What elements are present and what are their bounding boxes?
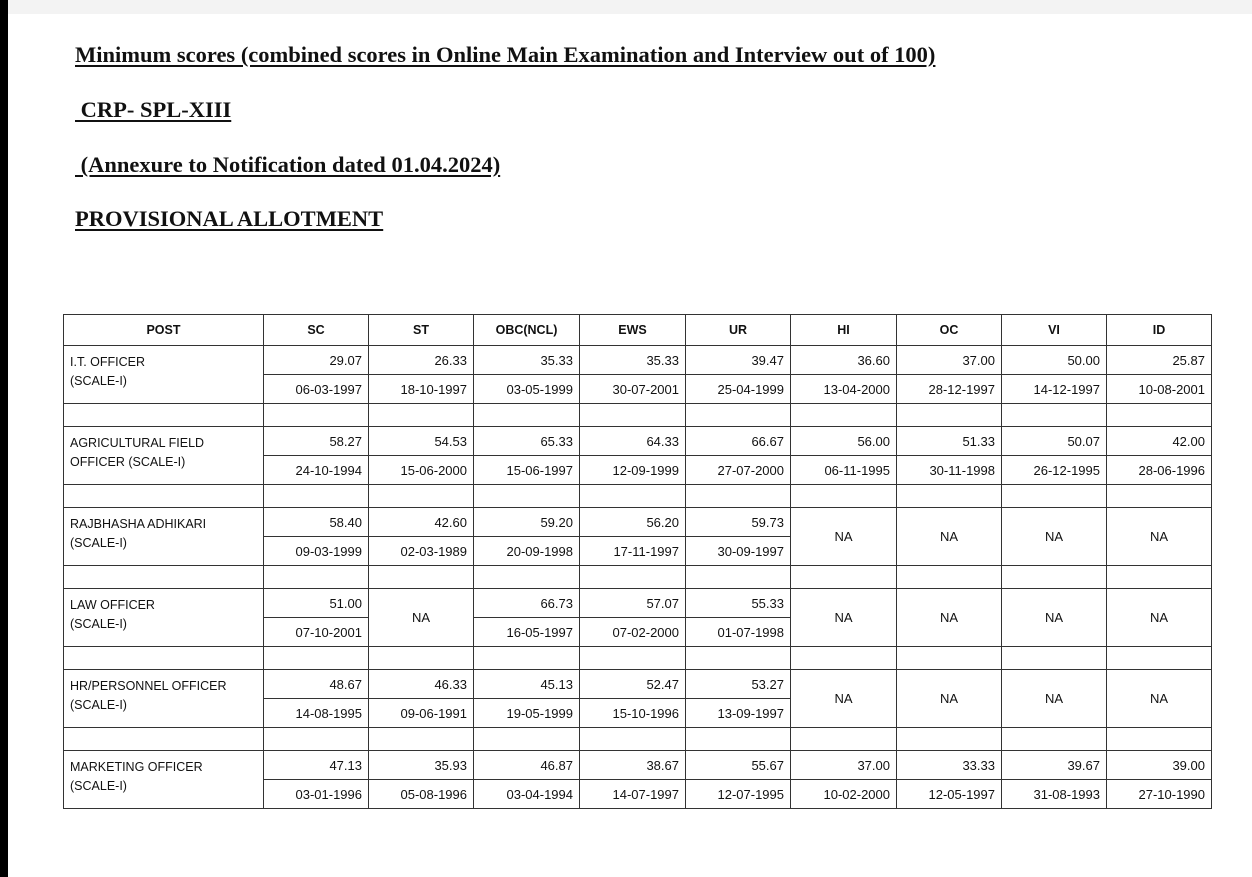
empty-cell <box>686 566 791 589</box>
score-cell: 35.33 <box>474 346 580 375</box>
empty-cell <box>474 404 580 427</box>
date-cell: 25-04-1999 <box>686 375 791 404</box>
empty-cell <box>897 647 1002 670</box>
empty-cell <box>264 485 369 508</box>
score-cell: 38.67 <box>580 751 686 780</box>
table-row-score <box>64 751 1212 780</box>
score-cell: 36.60 <box>791 346 897 375</box>
score-cell: 65.33 <box>474 427 580 456</box>
post-name-cell <box>64 508 264 566</box>
score-cell: 42.00 <box>1107 427 1212 456</box>
score-cell: 64.33 <box>580 427 686 456</box>
post-name-line: RAJBHASHA ADHIKARI <box>70 517 207 531</box>
date-cell: 30-09-1997 <box>686 537 791 566</box>
na-cell: NA <box>897 508 1002 566</box>
column-header-ur: UR <box>686 315 791 346</box>
empty-cell <box>897 728 1002 751</box>
date-cell: 20-09-1998 <box>474 537 580 566</box>
empty-cell <box>64 485 264 508</box>
date-cell: 14-07-1997 <box>580 780 686 809</box>
column-header-st: ST <box>369 315 474 346</box>
score-cell: 45.13 <box>474 670 580 699</box>
empty-cell <box>1002 566 1107 589</box>
table-spacer-row <box>64 647 1212 670</box>
score-cell: 58.27 <box>264 427 369 456</box>
score-cell: 51.00 <box>264 589 369 618</box>
score-cell: 29.07 <box>264 346 369 375</box>
heading-annexure: (Annexure to Notification dated 01.04.2024) <box>75 152 501 177</box>
empty-cell <box>897 566 1002 589</box>
date-cell: 03-01-1996 <box>264 780 369 809</box>
na-cell: NA <box>897 670 1002 728</box>
date-cell: 14-12-1997 <box>1002 375 1107 404</box>
column-header-hi: HI <box>791 315 897 346</box>
empty-cell <box>897 404 1002 427</box>
score-cell: 33.33 <box>897 751 1002 780</box>
empty-cell <box>1002 647 1107 670</box>
empty-cell <box>264 728 369 751</box>
empty-cell <box>791 647 897 670</box>
date-cell: 13-04-2000 <box>791 375 897 404</box>
post-name-line: (SCALE-I) <box>70 536 127 550</box>
empty-cell <box>474 728 580 751</box>
empty-cell <box>369 485 474 508</box>
post-name-line: HR/PERSONNEL OFFICER <box>70 679 227 693</box>
score-cell: 35.93 <box>369 751 474 780</box>
post-name-cell <box>64 346 264 404</box>
empty-cell <box>791 485 897 508</box>
empty-cell <box>474 485 580 508</box>
score-cell: 39.67 <box>1002 751 1107 780</box>
score-cell: 58.40 <box>264 508 369 537</box>
score-cell: 39.47 <box>686 346 791 375</box>
post-name-cell <box>64 427 264 485</box>
date-cell: 10-08-2001 <box>1107 375 1212 404</box>
post-name-cell <box>64 589 264 647</box>
date-cell: 01-07-1998 <box>686 618 791 647</box>
post-name-line: (SCALE-I) <box>70 779 127 793</box>
date-cell: 28-06-1996 <box>1107 456 1212 485</box>
date-cell: 27-07-2000 <box>686 456 791 485</box>
post-name-line: MARKETING OFFICER <box>70 760 203 774</box>
score-cell: 50.07 <box>1002 427 1107 456</box>
empty-cell <box>264 647 369 670</box>
column-header-ews: EWS <box>580 315 686 346</box>
post-name-line: AGRICULTURAL FIELD <box>70 436 205 450</box>
score-cell: 50.00 <box>1002 346 1107 375</box>
date-cell: 19-05-1999 <box>474 699 580 728</box>
date-cell: 30-11-1998 <box>897 456 1002 485</box>
na-cell: NA <box>1107 589 1212 647</box>
date-cell: 15-10-1996 <box>580 699 686 728</box>
empty-cell <box>64 566 264 589</box>
column-header-vi: VI <box>1002 315 1107 346</box>
empty-cell <box>369 404 474 427</box>
empty-cell <box>369 728 474 751</box>
table-spacer-row <box>64 404 1212 427</box>
table-spacer-row <box>64 485 1212 508</box>
table-spacer-row <box>64 566 1212 589</box>
empty-cell <box>791 566 897 589</box>
date-cell: 07-02-2000 <box>580 618 686 647</box>
score-cell: 56.20 <box>580 508 686 537</box>
date-cell: 03-05-1999 <box>474 375 580 404</box>
na-cell: NA <box>897 589 1002 647</box>
post-name-line: (SCALE-I) <box>70 617 127 631</box>
empty-cell <box>369 566 474 589</box>
date-cell: 02-03-1989 <box>369 537 474 566</box>
empty-cell <box>580 728 686 751</box>
score-cell: 37.00 <box>791 751 897 780</box>
date-cell: 05-08-1996 <box>369 780 474 809</box>
date-cell: 12-09-1999 <box>580 456 686 485</box>
empty-cell <box>474 566 580 589</box>
date-cell: 13-09-1997 <box>686 699 791 728</box>
score-cell: 51.33 <box>897 427 1002 456</box>
date-cell: 18-10-1997 <box>369 375 474 404</box>
heading-provisional-allotment: PROVISIONAL ALLOTMENT <box>75 206 384 231</box>
score-cell: 57.07 <box>580 589 686 618</box>
empty-cell <box>64 647 264 670</box>
date-cell: 06-03-1997 <box>264 375 369 404</box>
na-cell: NA <box>1107 670 1212 728</box>
score-cell: 66.67 <box>686 427 791 456</box>
score-cell: 47.13 <box>264 751 369 780</box>
date-cell: 10-02-2000 <box>791 780 897 809</box>
date-cell: 09-03-1999 <box>264 537 369 566</box>
date-cell: 30-07-2001 <box>580 375 686 404</box>
score-cell: 26.33 <box>369 346 474 375</box>
score-cell: 59.73 <box>686 508 791 537</box>
score-cell: 37.00 <box>897 346 1002 375</box>
left-edge-bar <box>0 0 8 877</box>
column-header-oc: OC <box>897 315 1002 346</box>
empty-cell <box>1107 485 1212 508</box>
score-cell: 55.67 <box>686 751 791 780</box>
na-cell: NA <box>1002 589 1107 647</box>
date-cell: 15-06-1997 <box>474 456 580 485</box>
empty-cell <box>474 647 580 670</box>
post-name-cell <box>64 670 264 728</box>
column-header-id: ID <box>1107 315 1212 346</box>
table-row-score <box>64 508 1212 537</box>
score-cell: 66.73 <box>474 589 580 618</box>
date-cell: 12-07-1995 <box>686 780 791 809</box>
empty-cell <box>1002 404 1107 427</box>
date-cell: 26-12-1995 <box>1002 456 1107 485</box>
score-cell: 53.27 <box>686 670 791 699</box>
score-cell: 39.00 <box>1107 751 1212 780</box>
na-cell: NA <box>1002 670 1107 728</box>
score-cell: 59.20 <box>474 508 580 537</box>
date-cell: 27-10-1990 <box>1107 780 1212 809</box>
na-cell: NA <box>791 670 897 728</box>
empty-cell <box>1002 485 1107 508</box>
table-spacer-row <box>64 728 1212 751</box>
empty-cell <box>580 566 686 589</box>
date-cell: 09-06-1991 <box>369 699 474 728</box>
empty-cell <box>686 485 791 508</box>
date-cell: 31-08-1993 <box>1002 780 1107 809</box>
heading-minimum-scores: Minimum scores (combined scores in Online Main Examination and Interview out of 100) <box>75 42 936 67</box>
empty-cell <box>64 404 264 427</box>
date-cell: 14-08-1995 <box>264 699 369 728</box>
post-name-line: (SCALE-I) <box>70 698 127 712</box>
empty-cell <box>580 647 686 670</box>
empty-cell <box>1107 728 1212 751</box>
empty-cell <box>686 728 791 751</box>
score-cell: 35.33 <box>580 346 686 375</box>
empty-cell <box>1107 566 1212 589</box>
empty-cell <box>64 728 264 751</box>
empty-cell <box>580 485 686 508</box>
date-cell: 07-10-2001 <box>264 618 369 647</box>
top-edge-strip <box>8 0 1252 14</box>
score-cell: 48.67 <box>264 670 369 699</box>
score-cell: 46.33 <box>369 670 474 699</box>
na-cell: NA <box>369 589 474 647</box>
date-cell: 12-05-1997 <box>897 780 1002 809</box>
na-cell: NA <box>791 508 897 566</box>
post-name-line: I.T. OFFICER <box>70 355 145 369</box>
empty-cell <box>1107 404 1212 427</box>
empty-cell <box>264 404 369 427</box>
score-cell: 55.33 <box>686 589 791 618</box>
score-cell: 46.87 <box>474 751 580 780</box>
empty-cell <box>897 485 1002 508</box>
table-header-row <box>64 315 1212 346</box>
date-cell: 03-04-1994 <box>474 780 580 809</box>
date-cell: 06-11-1995 <box>791 456 897 485</box>
score-cell: 42.60 <box>369 508 474 537</box>
date-cell: 17-11-1997 <box>580 537 686 566</box>
score-cell: 56.00 <box>791 427 897 456</box>
date-cell: 16-05-1997 <box>474 618 580 647</box>
date-cell: 28-12-1997 <box>897 375 1002 404</box>
table-row-score <box>64 670 1212 699</box>
empty-cell <box>791 404 897 427</box>
empty-cell <box>791 728 897 751</box>
empty-cell <box>369 647 474 670</box>
table-row-score <box>64 427 1212 456</box>
na-cell: NA <box>1107 508 1212 566</box>
score-cell: 54.53 <box>369 427 474 456</box>
empty-cell <box>264 566 369 589</box>
column-header-obc: OBC(NCL) <box>474 315 580 346</box>
minimum-scores-table <box>63 314 1212 809</box>
date-cell: 24-10-1994 <box>264 456 369 485</box>
empty-cell <box>686 404 791 427</box>
heading-crp-code: CRP- SPL-XIII <box>75 97 232 122</box>
post-name-line: LAW OFFICER <box>70 598 155 612</box>
table-row-score <box>64 346 1212 375</box>
score-cell: 52.47 <box>580 670 686 699</box>
na-cell: NA <box>1002 508 1107 566</box>
empty-cell <box>1107 647 1212 670</box>
column-header-sc: SC <box>264 315 369 346</box>
empty-cell <box>686 647 791 670</box>
na-cell: NA <box>791 589 897 647</box>
date-cell: 15-06-2000 <box>369 456 474 485</box>
score-cell: 25.87 <box>1107 346 1212 375</box>
empty-cell <box>1002 728 1107 751</box>
empty-cell <box>580 404 686 427</box>
post-name-line: OFFICER (SCALE-I) <box>70 455 186 469</box>
table-row-score <box>64 589 1212 618</box>
post-name-cell <box>64 751 264 809</box>
post-name-line: (SCALE-I) <box>70 374 127 388</box>
column-header-post: POST <box>64 315 264 346</box>
